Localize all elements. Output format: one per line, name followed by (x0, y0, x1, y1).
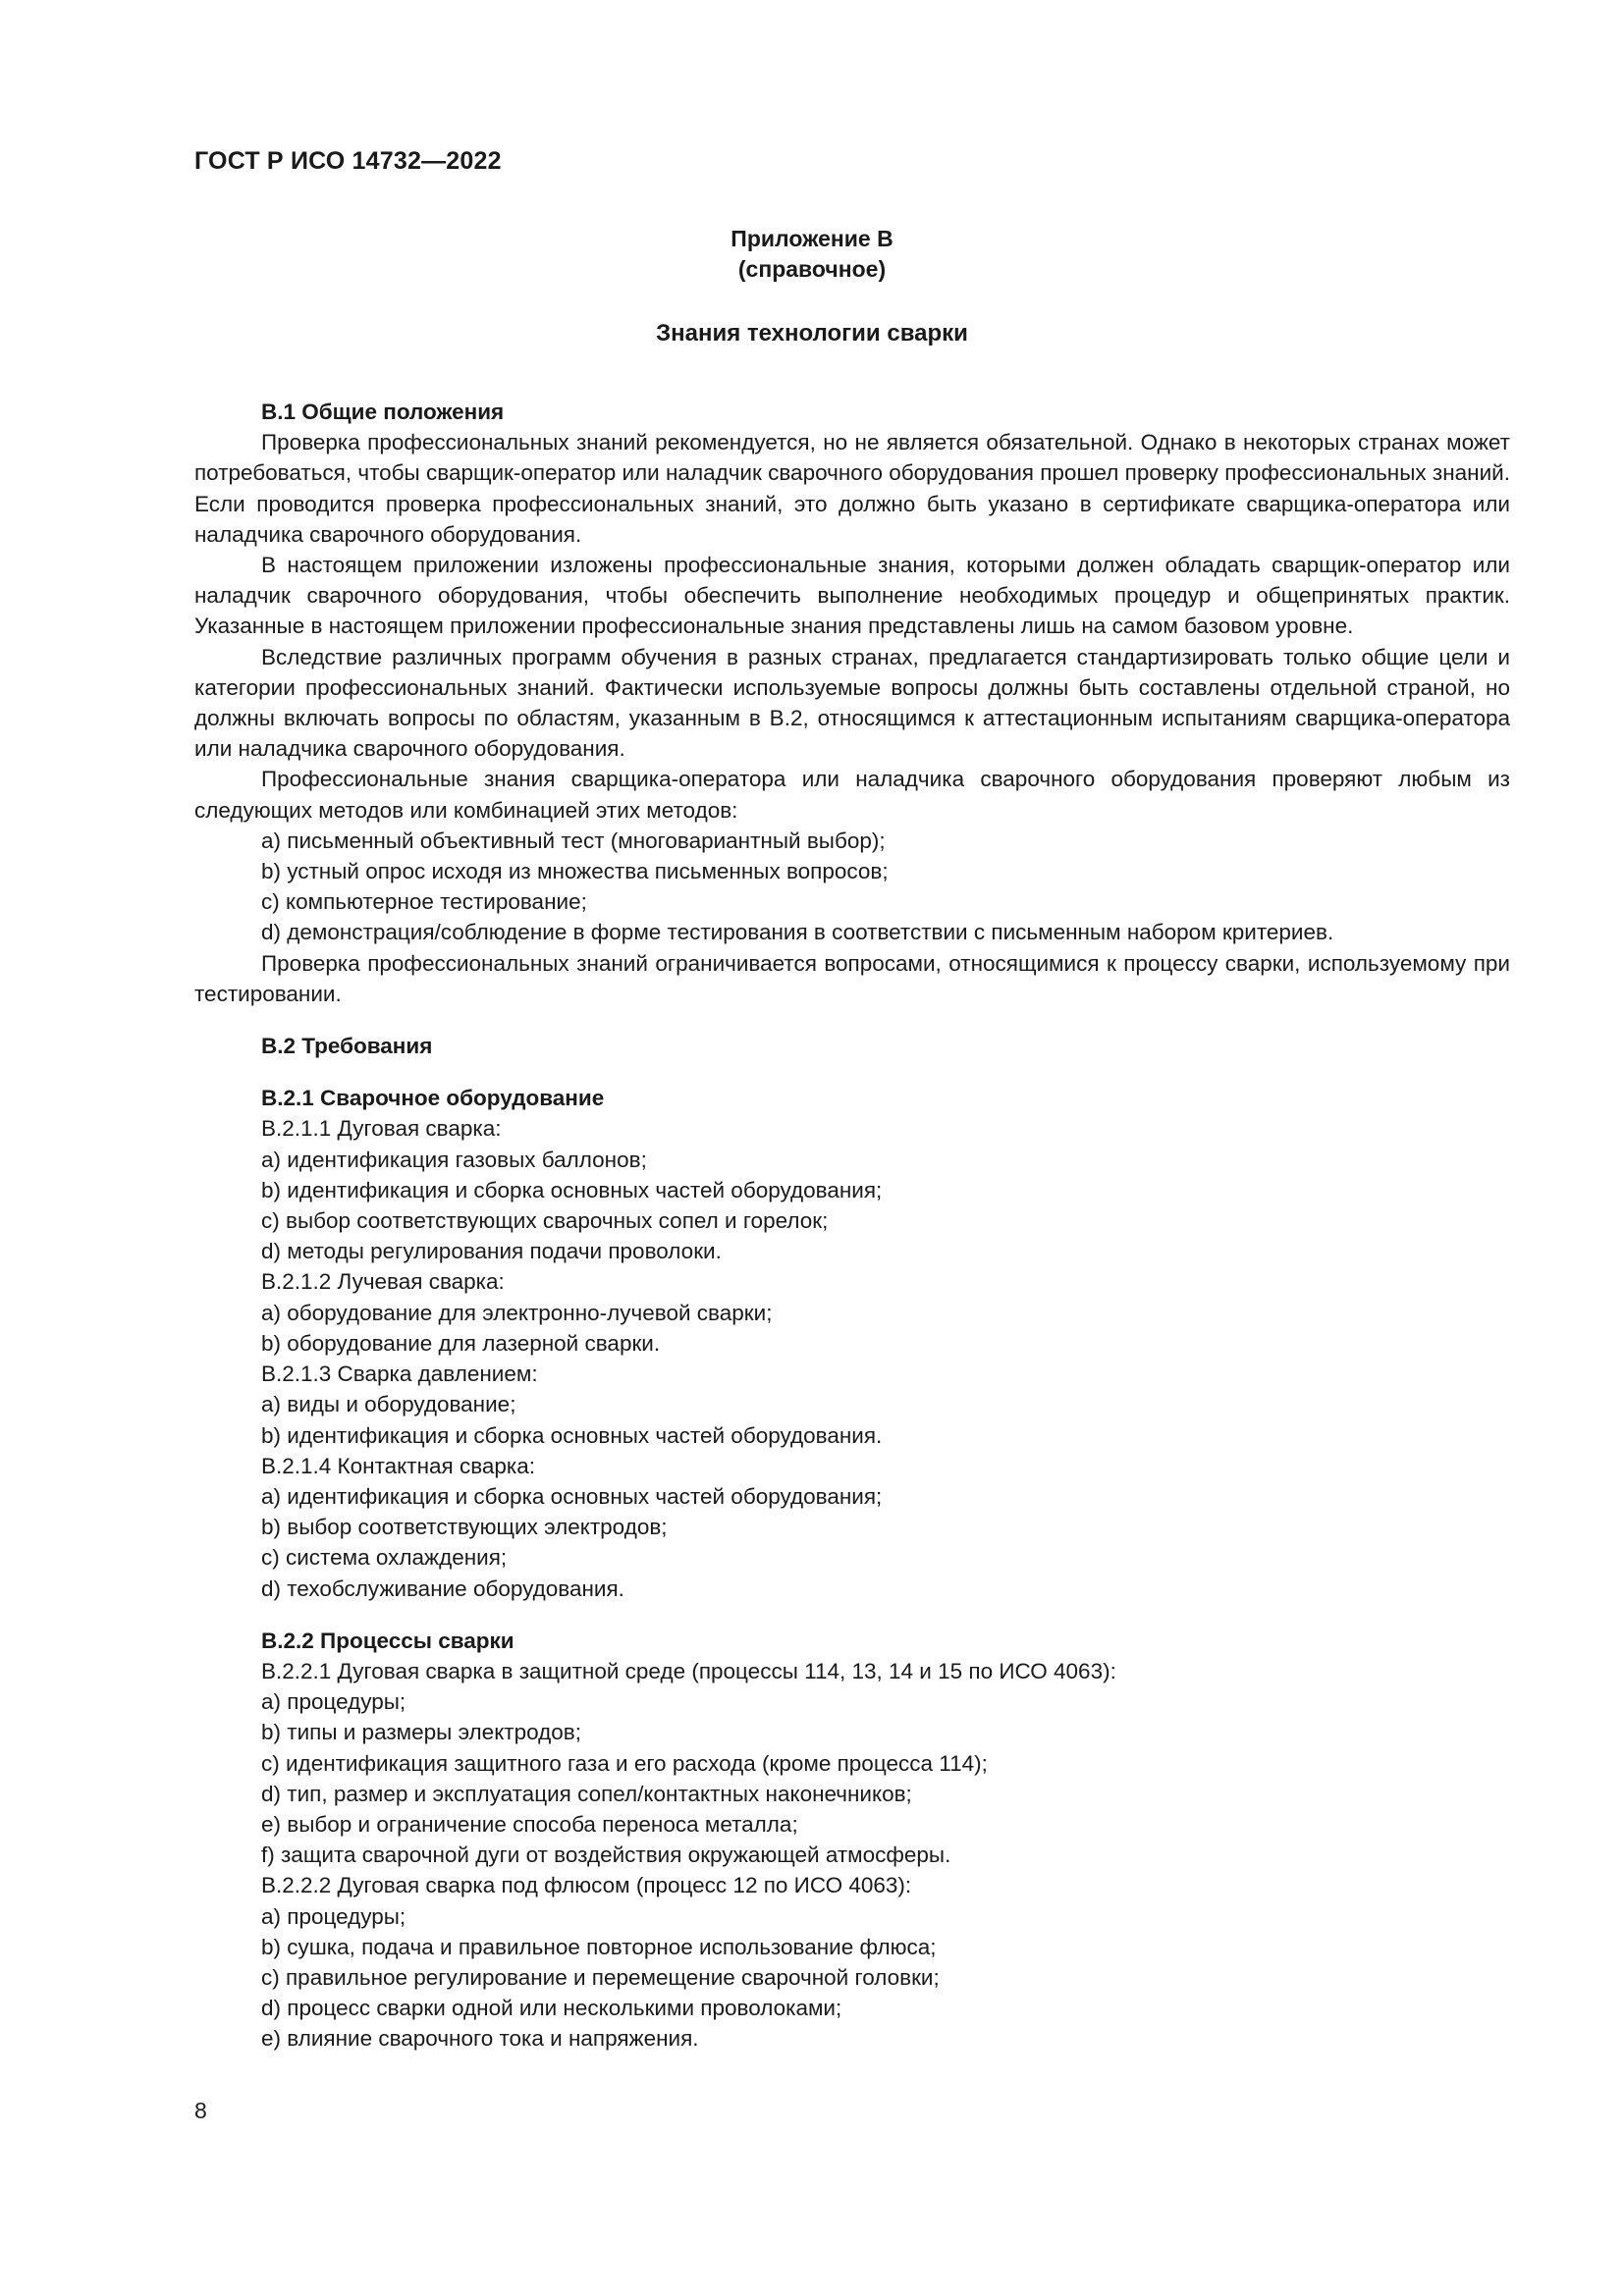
subsection-heading-b21: В.2.1 Сварочное оборудование (261, 1086, 605, 1111)
list-item: d) методы регулирования подачи проволоки. (261, 1239, 722, 1264)
list-item: a) оборудование для электронно-лучевой сварки; (261, 1300, 773, 1325)
list-item: c) выбор соответствующих сварочных сопел и горелок; (261, 1208, 829, 1234)
list-item: В.2.1.3 Сварка давлением: (261, 1362, 538, 1387)
paragraph: Вследствие различных программ обучения в разных странах, предлагается стандартизировать только общие цели и категории профессиональных знаний. Фактически используемые вопросы должны быть составлены отдельной страной, но должны включать вопросы по областям, указанным в В.2, относящимся к аттестационным испытаниям сварщика-оператора или наладчика сварочного оборудования. (194, 644, 1510, 762)
list-item: f) защита сварочной дуги от воздействия окружающей атмосферы. (261, 1842, 951, 1868)
annex-label: Приложение В (731, 226, 893, 251)
subsection-heading-b22: В.2.2 Процессы сварки (261, 1628, 514, 1653)
list-item: a) идентификация и сборка основных частей оборудования; (261, 1483, 883, 1509)
list-item: b) устный опрос исходя из множества письменных вопросов; (261, 859, 889, 884)
list-item: b) типы и размеры электродов; (261, 1720, 581, 1745)
list-item: c) идентификация защитного газа и его расхода (кроме процесса 114); (261, 1750, 988, 1776)
list-item: В.2.1.1 Дуговая сварка: (261, 1116, 502, 1142)
annex-heading: Знания технологии сварки (656, 320, 968, 347)
section-heading-b2: В.2 Требования (261, 1034, 433, 1059)
list-item: c) компьютерное тестирование; (261, 889, 587, 915)
list-item: В.2.2.1 Дуговая сварка в защитной среде (процессы 114, 13, 14 и 15 по ИСО 4063): (261, 1658, 1116, 1683)
list-item: b) идентификация и сборка основных частей оборудования. (261, 1422, 883, 1448)
list-item: b) выбор соответствующих электродов; (261, 1515, 668, 1540)
list-item: c) правильное регулирование и перемещение сварочной головки; (261, 1964, 940, 1990)
list-item: a) виды и оборудование; (261, 1392, 516, 1417)
list-item: В.2.1.2 Лучевая сварка: (261, 1269, 505, 1295)
list-item: a) процедуры; (261, 1903, 406, 1929)
list-item: a) письменный объективный тест (многовариантный выбор); (261, 828, 886, 853)
list-item: В.2.1.4 Контактная сварка: (261, 1453, 536, 1478)
list-item: b) идентификация и сборка основных частей оборудования; (261, 1177, 883, 1202)
list-item: d) тип, размер и эксплуатация сопел/контактных наконечников; (261, 1781, 912, 1806)
paragraph: Профессиональные знания сварщика-оператора или наладчика сварочного оборудования проверяют любым из следующих методов или комбинацией этих методов: (194, 767, 1510, 823)
list-item: b) сушка, подача и правильное повторное использование флюса; (261, 1934, 937, 1959)
paragraph: Проверка профессиональных знаний рекомендуется, но не является обязательной. Однако в некоторых странах может потребоваться, чтобы сварщик-оператор или наладчик сварочного оборудования прошел проверку профессиональных знаний. Если проводится проверка профессиональных знаний, это должно быть указано в сертификате сварщика-оператора или наладчика сварочного оборудования. (194, 430, 1510, 547)
list-item: a) идентификация газовых баллонов; (261, 1147, 647, 1172)
paragraph: В настоящем приложении изложены профессиональные знания, которыми должен обладать сварщик-оператор или наладчик сварочного оборудования, чтобы обеспечить выполнение необходимых процедур и общепринятых практик. Указанные в настоящем приложении профессиональные знания представлены лишь на самом базовом уровне. (194, 553, 1510, 639)
section-heading-b1: В.1 Общие положения (261, 400, 505, 424)
list-item: a) процедуры; (261, 1689, 406, 1715)
list-item: e) влияние сварочного тока и напряжения. (261, 2026, 699, 2052)
list-item: e) выбор и ограничение способа переноса металла; (261, 1811, 798, 1837)
list-item: d) процесс сварки одной или несколькими проволоками; (261, 1996, 842, 2021)
document-body (194, 397, 1510, 2055)
list-item: c) система охлаждения; (261, 1545, 508, 1571)
list-item: В.2.2.2 Дуговая сварка под флюсом (процесс 12 по ИСО 4063): (261, 1873, 912, 1898)
annex-status: (справочное) (737, 256, 887, 282)
list-item: d) демонстрация/соблюдение в форме тестирования в соответствии с письменным набором критериев. (261, 920, 1334, 945)
paragraph: Проверка профессиональных знаний ограничивается вопросами, относящимися к процессу сварки, используемому при тестировании. (194, 950, 1510, 1006)
list-item: b) оборудование для лазерной сварки. (261, 1330, 661, 1356)
annex-title (0, 224, 1624, 285)
list-item: d) техобслуживание оборудования. (261, 1575, 624, 1601)
page-number: 8 (194, 2098, 207, 2123)
document-code: ГОСТ Р ИСО 14732—2022 (194, 147, 502, 175)
